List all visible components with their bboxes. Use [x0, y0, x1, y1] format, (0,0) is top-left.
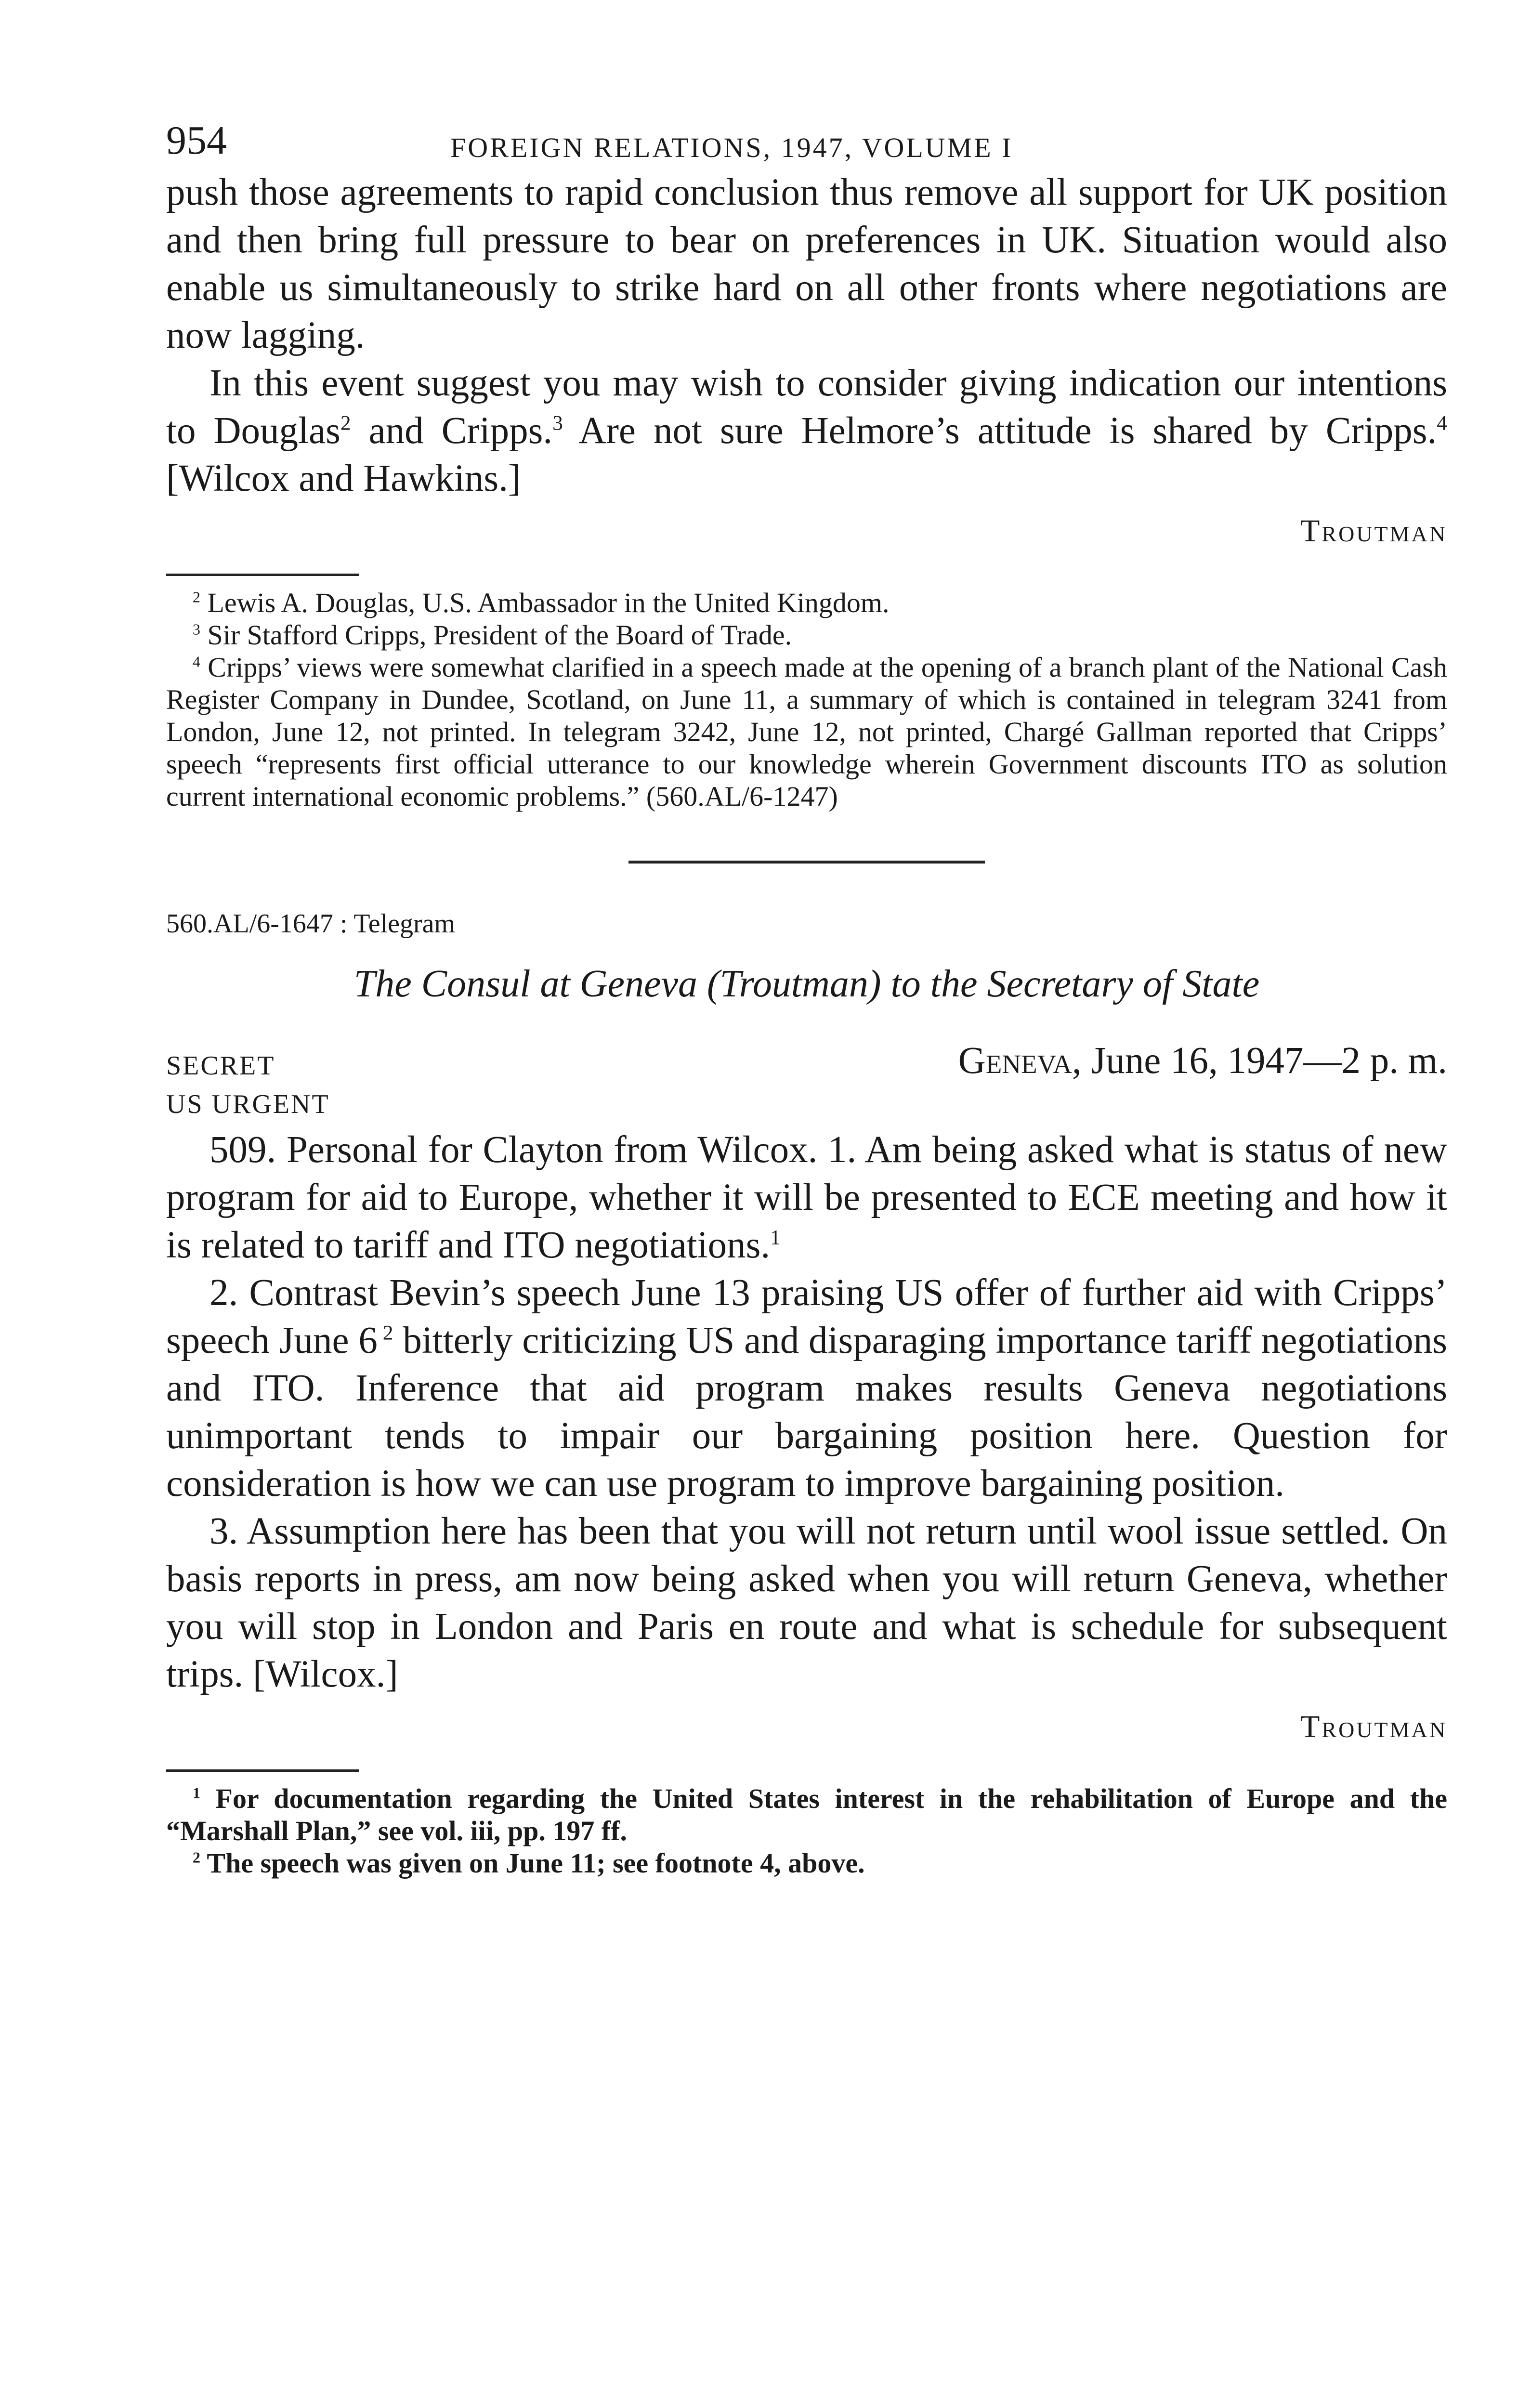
signature: Troutman — [1300, 513, 1447, 549]
footnote-2: $^2$ The speech was given on June 11; see footnote 4, above. — [193, 1847, 865, 1879]
footnote-rule — [166, 1769, 359, 1772]
paragraph-continued: push those agreements to rapid conclusion thus remove all support for UK position and then bring full pressure to bear on preferences in UK. Situation would also enable us simultaneously to strike hard on all other fronts where negotiations are now lagging. — [166, 171, 1447, 356]
page-number: 954 — [166, 118, 227, 163]
footnotes-second — [166, 1782, 1447, 1879]
file-number: 560.AL/6-1647 : Telegram — [166, 909, 456, 939]
footnote-1: $^1$ For documentation regarding the United States interest in the rehabilitation of Europe and the “Marshall Plan,” see vol. iii, pp. 197 ff. — [166, 1783, 1447, 1846]
running-head: FOREIGN RELATIONS, 1947, VOLUME I — [450, 132, 1013, 163]
footnotes-first — [166, 587, 1447, 812]
footnote-4: $^4$ Cripps’ views were somewhat clarified in a speech made at the opening of a branch plant of the National Cash Register Company in Dundee, Scotland, on June 11, a summary of which is contained in telegram 3241 from London, June 12, not printed. In telegram 3242, June 12, not printed, Chargé Gallman reported that Cripps’ speech “represents first official utterance to our knowledge wherein Government discounts ITO as solution current international economic problems.” (560.AL/6-1247) — [166, 652, 1447, 812]
footnote-2: $^2$ Lewis A. Douglas, U.S. Ambassador in the United Kingdom. — [193, 587, 890, 618]
signature: Troutman — [1300, 1709, 1447, 1744]
paragraph-3: 3. Assumption here has been that you will not return until wool issue settled. On basis reports in press, am now being asked when you will return Geneva, whether you will stop in London and Paris en route and what is schedule for subsequent trips. [Wilcox.] — [166, 1510, 1447, 1695]
document-separator — [628, 861, 985, 864]
footnote-ref-2b: 2 — [377, 1321, 393, 1345]
second-document-body — [166, 1126, 1447, 1756]
footnote-3: $^3$ Sir Stafford Cripps, President of the Board of Trade. — [193, 619, 792, 651]
paragraph-1: 509. Personal for Clayton from Wilcox. 1. Am being asked what is status of new program for aid to Europe, whether it will be presented to ECE meeting and how it is related to tariff and ITO negotiations.$^1$ — [166, 1129, 1447, 1266]
meta-row — [166, 1042, 1447, 1087]
document-page — [166, 111, 1447, 1879]
dateline: Geneva, June 16, 1947—2 p. m. — [958, 1040, 1447, 1082]
footnote-ref-1: 1 — [770, 1226, 781, 1249]
footnote-ref-3: 3 — [552, 411, 563, 435]
first-document-body — [166, 169, 1447, 560]
paragraph-2: 2. Contrast Bevin’s speech June 13 praising US offer of further aid with Cripps’ speech June 6 $^2$ bitterly criticizing US and disparaging importance tariff negotiations and ITO. Inference that aid program makes results Geneva negotiations unimportant tends to impair our bargaining position here. Question for consideration is how we can use program to improve bargaining position. — [166, 1272, 1447, 1505]
page-header — [166, 111, 1447, 169]
classification: SECRET — [166, 1051, 275, 1081]
document-title: The Consul at Geneva (Troutman) to the Secretary of State — [353, 963, 1260, 1005]
footnote-ref-2: 2 — [340, 411, 351, 435]
paragraph-intentions: In this event suggest you may wish to consider giving indication our intentions to Douglas$^2$ and Cripps.$^3$ Are not sure Helmore’s attitude is shared by Cripps.$^4$ [Wilcox and Hawkins.] — [166, 362, 1447, 499]
priority: US URGENT — [166, 1089, 330, 1119]
footnote-rule — [166, 574, 359, 576]
footnote-ref-4: 4 — [1437, 411, 1447, 435]
